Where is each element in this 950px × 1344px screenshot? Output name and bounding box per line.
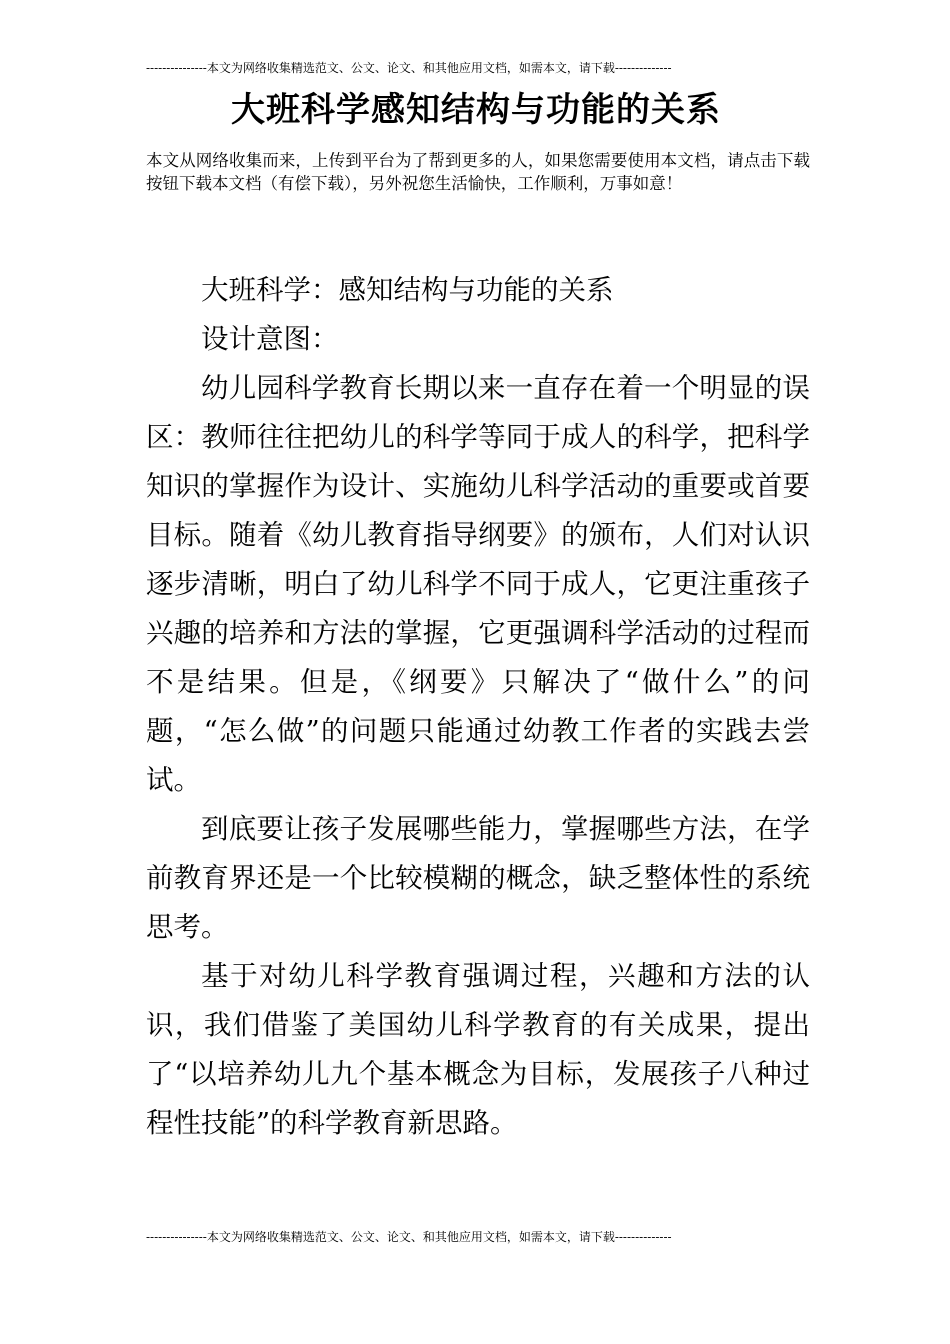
body-paragraph: 幼儿园科学教育长期以来一直存在着一个明显的误区：教师往往把幼儿的科学等同于成人的科学，把科学知识的掌握作为设计、实施幼儿科学活动的重要或首要目标。随着《幼儿教育指导纲要》的颁布，人们对认识逐步清晰，明白了幼儿科学不同于成人，它更注重孩子兴趣的培养和方法的掌握，它更强调科学活动的过程而不是结果。但是，《纲要》只解决了“做什么”的问题，“怎么做”的问题只能通过幼教工作者的实践去尝试。 bbox=[146, 372, 810, 796]
intro-paragraph: 本文从网络收集而来，上传到平台为了帮到更多的人，如果您需要使用本文档，请点击下载按钮下载本文档（有偿下载），另外祝您生活愉快，工作顺利，万事如意！ bbox=[146, 151, 810, 193]
document-body bbox=[146, 266, 810, 1148]
footer-banner: ---------------本文为网络收集精选范文、公文、论文、和其他应用文档，如需本文，请下载-------------- bbox=[146, 1230, 672, 1244]
body-paragraph: 大班科学：感知结构与功能的关系 bbox=[201, 274, 614, 306]
header-banner: ---------------本文为网络收集精选范文、公文、论文、和其他应用文档，如需本文，请下载-------------- bbox=[146, 61, 672, 75]
body-paragraph: 到底要让孩子发展哪些能力，掌握哪些方法，在学前教育界还是一个比较模糊的概念，缺乏整体性的系统思考。 bbox=[146, 813, 810, 943]
body-paragraph: 设计意图： bbox=[201, 323, 339, 355]
body-paragraph: 基于对幼儿科学教育强调过程，兴趣和方法的认识，我们借鉴了美国幼儿科学教育的有关成果，提出了“以培养幼儿九个基本概念为目标，发展孩子八种过程性技能”的科学教育新思路。 bbox=[146, 960, 810, 1139]
document-title: 大班科学感知结构与功能的关系 bbox=[231, 90, 721, 130]
